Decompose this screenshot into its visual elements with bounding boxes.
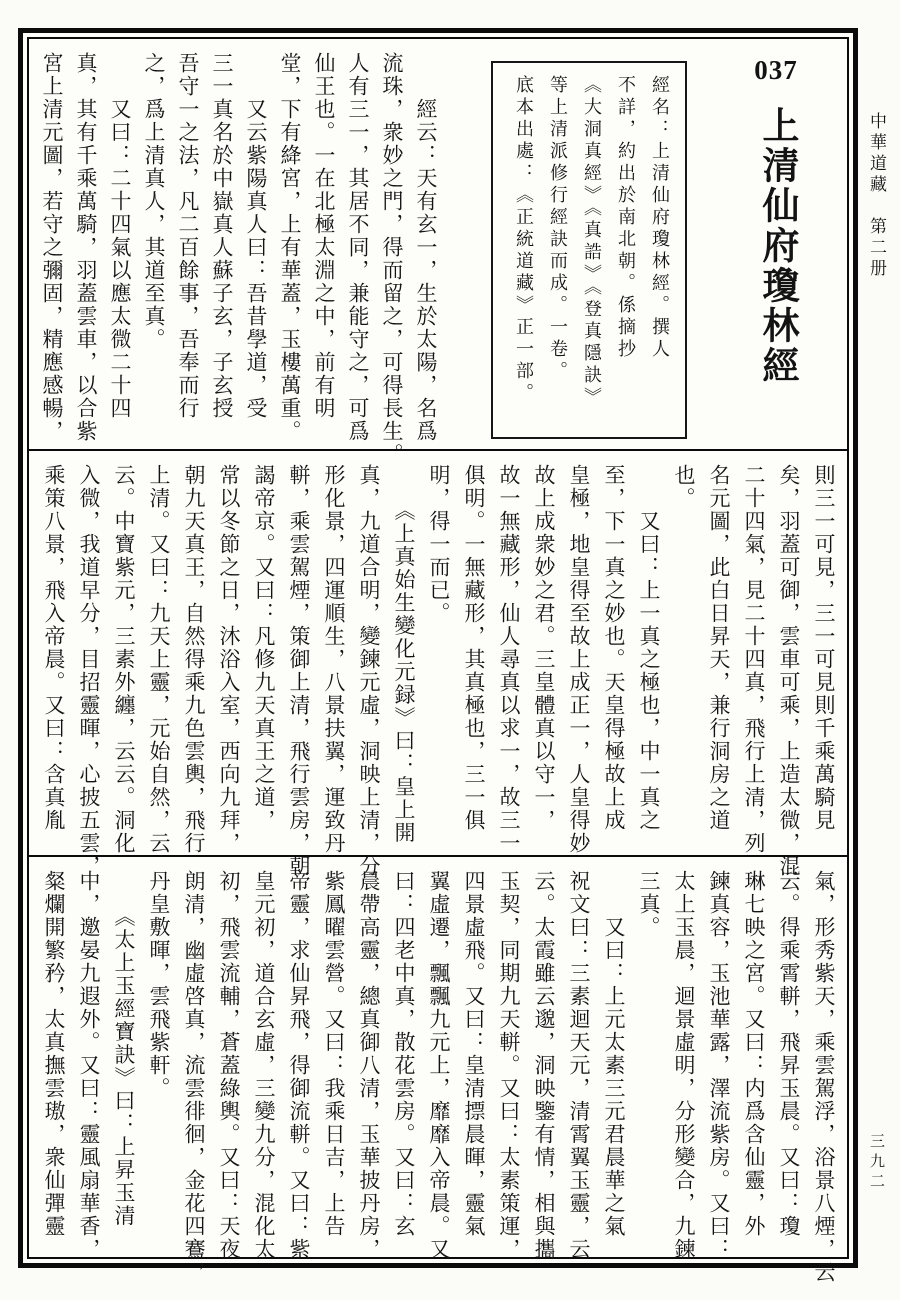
- text-column: 經云：天有玄一，生於太陽，名爲: [414, 52, 438, 443]
- text-column: 真，其有千乘萬騎，羽蓋雲車，以合紫: [74, 52, 98, 443]
- text-column: 翼虛遷，飄飄九元上，靡靡入帝晨。又: [427, 870, 451, 1261]
- text-column: 玉契，同期九天軿。又曰：太素策運，: [497, 870, 521, 1261]
- text-column: 氣，形秀紫天，乘雲駕浮，浴景八煙，云: [812, 870, 836, 1284]
- text-column: 軿，乘雲駕煙，策御上清，飛行雲房，朝: [287, 464, 311, 878]
- text-column: 三一真名於中嶽真人蘇子玄，子玄授: [210, 52, 234, 420]
- text-column: 宮上清元圖，若守之彌固，精應感暢，: [40, 52, 64, 443]
- text-column: 故一無藏形，仙人尋真以求一，故三一: [497, 464, 521, 855]
- register-middle: [29, 449, 847, 878]
- text-column: 鍊真容，玉池華露，澤流紫房。又曰：: [707, 870, 731, 1261]
- text-column: 上清。又曰：九天上靈，元始自然，云: [147, 464, 171, 855]
- text-column: 三真。: [637, 870, 661, 939]
- text-column: 入微，我道早分，目招靈暉，心披五雲，: [77, 464, 101, 878]
- text-column: 祝文曰：三素迴天元，清霄翼玉靈，云: [567, 870, 591, 1261]
- text-column: 朝九天真王，自然得乘九色雲輿，飛行: [182, 464, 206, 855]
- text-column: 《上真始生變化元録》曰：皇上開: [392, 464, 416, 845]
- text-column: 名元圖，此白日昇天，兼行洞房之道: [707, 464, 731, 832]
- text-column: 又曰：二十四氣以應太微二十四: [108, 52, 132, 420]
- text-column: 故上成衆妙之君。三皇體真以守一，: [532, 464, 556, 832]
- text-column: 云。太霞雖云邈，洞映鑒有情，相與攜: [532, 870, 556, 1261]
- text-column: 吾守一之法，凡二百餘事，吾奉而行: [176, 52, 200, 420]
- text-column: 至，下一真之妙也。天皇得極故上成: [602, 464, 626, 832]
- text-column: 晨帶高靈，總真御八清，玉華披丹房，: [357, 870, 381, 1261]
- text-column: 常以冬節之日，沐浴入室，西向九拜，: [217, 464, 241, 855]
- colophon-box: [491, 61, 687, 439]
- text-column: 矣，羽蓋可御，雲車可乘，上造太微，混: [777, 464, 801, 878]
- text-column: 底本出處：《正統道藏》正一部。: [514, 75, 534, 405]
- body-text-middle: [35, 464, 841, 878]
- page-inner-frame: [27, 37, 849, 1284]
- text-column: 不詳，約出於南北朝。係摘抄: [616, 75, 636, 361]
- text-column: 謁帝京。又曰：凡修九天真王之道，: [252, 464, 276, 832]
- body-text-top: [34, 52, 443, 466]
- text-column: 云。得乘霄軿，飛昇玉晨。又曰：瓊: [777, 870, 801, 1238]
- text-column: 皇極，地皇得至故上成正一，人皇得妙: [567, 464, 591, 855]
- page-frame: [18, 28, 858, 1284]
- text-column: 帝靈，求仙昇飛，得御流軿。又曰：紫: [287, 870, 311, 1261]
- text-column: 《太上玉經寶訣》曰：上昇玉清: [112, 870, 136, 1228]
- text-column: 皇元初，道合玄虛，三變九分，混化太: [252, 870, 276, 1261]
- text-column: 真，九道合明，變鍊元虛，洞映上清，分: [357, 464, 381, 878]
- text-column: 明，得一而已。: [427, 464, 451, 625]
- text-column: 紫鳳曜雲營。又曰：我乘日吉，上告: [322, 870, 346, 1238]
- text-column: 又曰：上一真之極也，中一真之: [637, 464, 661, 832]
- text-column: 也。: [672, 464, 696, 510]
- text-column: 經名：上清仙府瓊林經。撰人: [650, 75, 670, 361]
- text-column: 又曰：上元太素三元君晨華之氣: [602, 870, 626, 1238]
- folio-number: 三九二: [868, 1133, 884, 1193]
- register-top: [29, 39, 847, 466]
- text-column: 乘策八景，飛入帝晨。又曰：含真胤: [42, 464, 66, 832]
- register-bottom: [29, 855, 847, 1284]
- text-column: 曰：四老中真，散花雲房。又曰：玄: [392, 870, 416, 1238]
- text-column: 堂，下有絳宮，上有華蓋，玉樓萬重。: [278, 52, 302, 443]
- text-column: 人有三一，其居不同，兼能守之，可爲: [346, 52, 370, 443]
- text-column: 俱明。一無藏形，其真極也，三一俱: [462, 464, 486, 832]
- edition-label: 中華道藏 第二册: [867, 112, 886, 280]
- text-column: 丹皇敷暉，雲飛紫軒。: [147, 870, 171, 1100]
- text-column: 二十四氣，見二十四真，飛行上清，列: [742, 464, 766, 855]
- text-column: 琳七映之宮。又曰：内爲含仙靈，外: [742, 870, 766, 1238]
- document-number: 037: [754, 55, 798, 85]
- text-column: 太上玉晨，迴景虛明，分形變合，九鍊: [672, 870, 696, 1261]
- text-column: 朗清，幽虛啓真，流雲徘徊，金花四鶱，: [182, 870, 206, 1284]
- text-column: 又云紫陽真人曰：吾昔學道，受: [244, 52, 268, 420]
- body-text-bottom: [35, 870, 841, 1284]
- text-column: 則三一可見，三一可見則千乘萬騎見: [812, 464, 836, 832]
- text-column: 云。中寶紫元，三素外纏，云云。洞化: [112, 464, 136, 855]
- text-column: 四景虛飛。又曰：皇清摽晨暉，靈氣: [462, 870, 486, 1238]
- text-column: 《大洞真經》《真誥》《登真隱訣》: [582, 75, 602, 409]
- title-block: [745, 55, 807, 396]
- text-column: 形化景，四運順生，八景扶翼，運致丹: [322, 464, 346, 855]
- text-column: 粲爛開繁矜，太真撫雲璈，衆仙彈靈: [42, 870, 66, 1238]
- text-column: 中，邀晏九遐外。又曰：靈風扇華香，: [77, 870, 101, 1261]
- text-column: 之，爲上清真人，其道至真。: [142, 52, 166, 351]
- text-column: 流珠，衆妙之門，得而留之，可得長生。: [380, 52, 404, 466]
- document-title: 上清仙府瓊林經: [756, 106, 797, 386]
- text-column: 等上清派修行經訣而成。一卷。: [548, 75, 568, 383]
- colophon-text: [501, 75, 677, 427]
- text-column: 仙王也。一在北極太淵之中，前有明: [312, 52, 336, 420]
- text-column: 初，飛雲流輔，蒼蓋綠輿。又曰：天夜: [217, 870, 241, 1261]
